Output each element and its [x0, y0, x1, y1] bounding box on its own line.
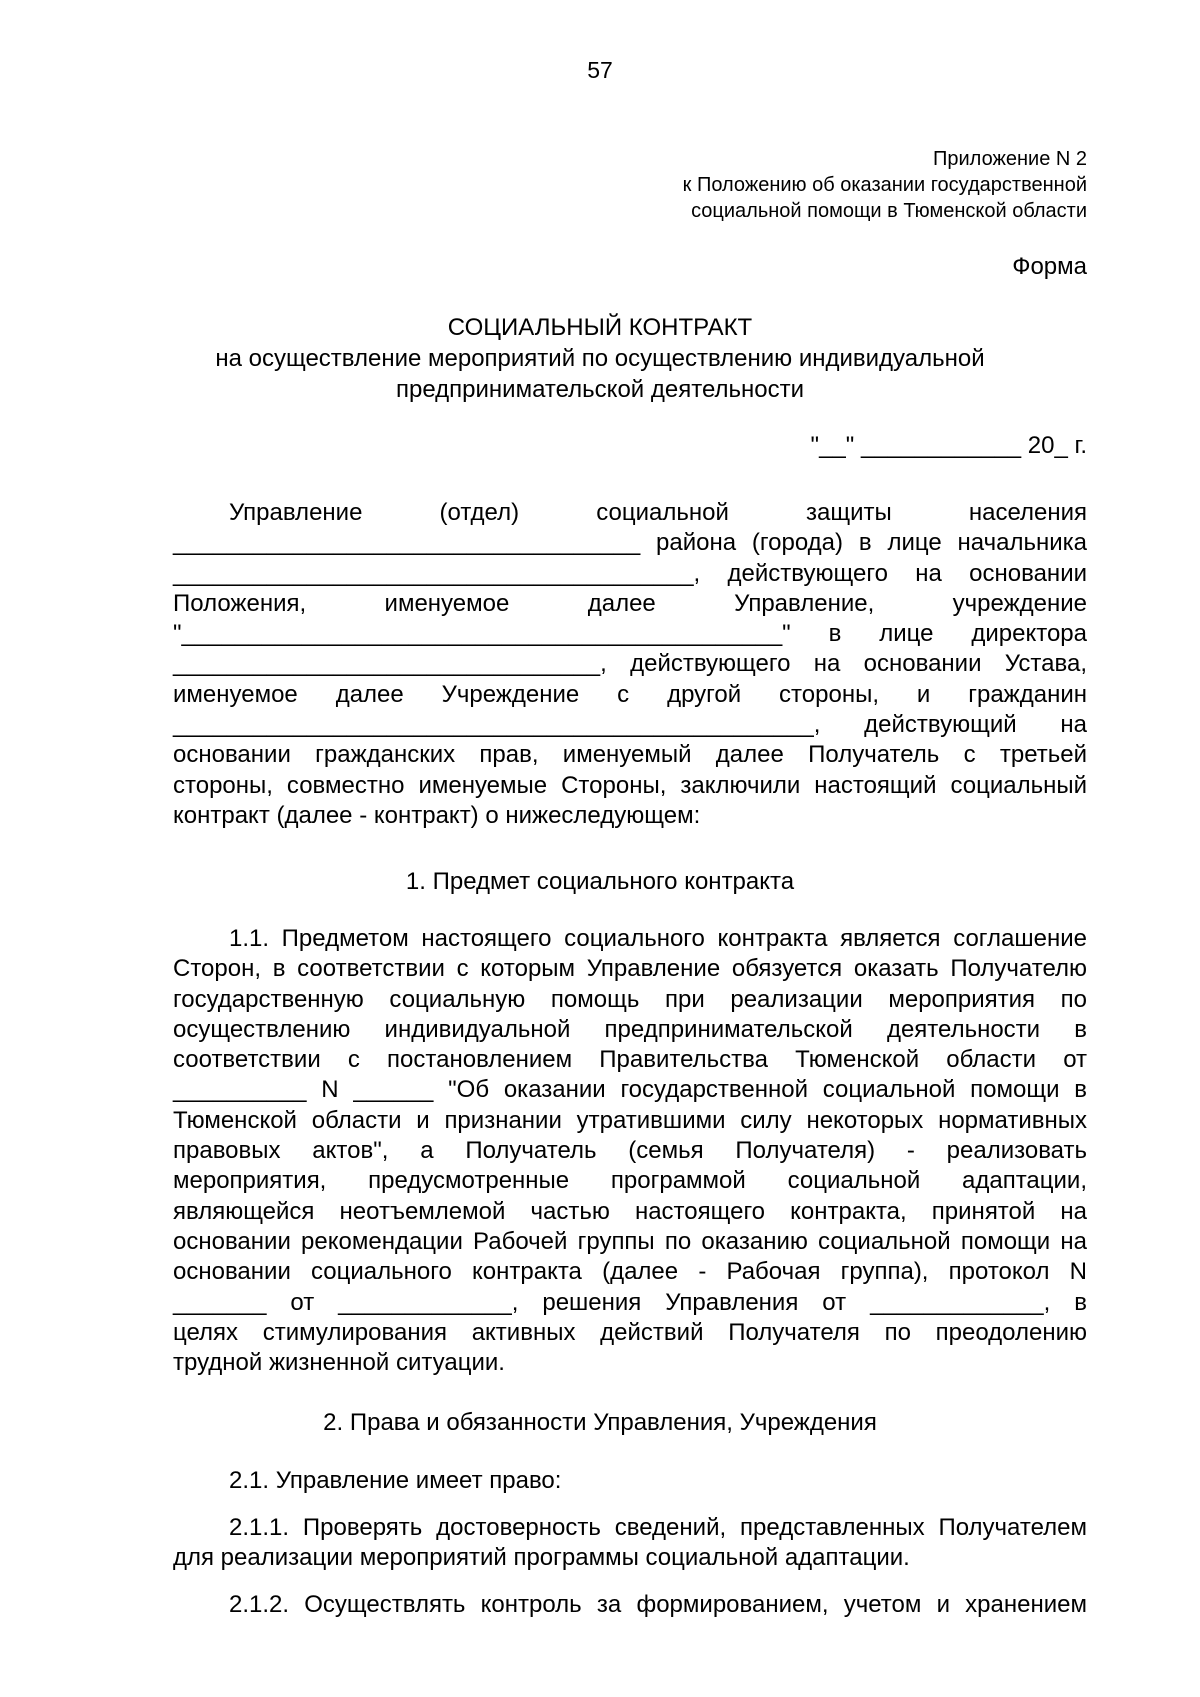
- text-line: __________ N ______ "Об оказании государственной социальной помощи в: [173, 1076, 1087, 1104]
- text-line: 2.1.1. Проверять достоверность сведений, представленных Получателем: [229, 1514, 1087, 1541]
- title-line: предпринимательской деятельности: [396, 376, 804, 403]
- form-label: Форма: [1012, 253, 1087, 280]
- text-line: Сторон, в соответствии с которым Управление обязуется оказать Получателю: [173, 955, 1087, 983]
- preamble-paragraph: [173, 498, 1087, 831]
- section-heading: 1. Предмет социального контракта: [405, 868, 795, 895]
- text-line: 2.1. Управление имеет право:: [229, 1467, 562, 1494]
- text-line: ___________________________________ района (города) в лице начальника: [173, 529, 1087, 557]
- section1-paragraph: [173, 924, 1087, 1378]
- text-line: являющейся неотъемлемой частью настоящего контракта, принятой на: [173, 1197, 1087, 1225]
- clause-2-1-1: [173, 1513, 1087, 1574]
- appendix-line: Приложение N 2: [933, 148, 1087, 170]
- text-line: стороны, совместно именуемые Стороны, заключили настоящий социальный: [173, 771, 1087, 799]
- appendix-header: [683, 146, 1087, 224]
- appendix-line: социальной помощи в Тюменской области: [691, 200, 1087, 222]
- text-line: осуществлению индивидуальной предпринимательской деятельности в: [173, 1015, 1087, 1043]
- page-number: 57: [587, 57, 613, 83]
- text-line: государственную социальную помощь при реализации мероприятия по: [173, 985, 1087, 1013]
- text-line: Тюменской области и признании утратившими силу некоторых нормативных: [173, 1106, 1087, 1134]
- text-line: ________________________________________________, действующий на: [173, 711, 1087, 739]
- text-line: Управление (отдел) социальной защиты населения: [229, 499, 1087, 526]
- text-line: _______________________________________, действующего на основании: [173, 559, 1087, 587]
- clause-2-1-2: [173, 1590, 1087, 1620]
- title-line: СОЦИАЛЬНЫЙ КОНТРАКТ: [447, 314, 753, 341]
- appendix-line: к Положению об оказании государственной: [682, 174, 1087, 196]
- contract-date-line: "__" ____________ 20_ г.: [810, 432, 1087, 459]
- text-line: целях стимулирования активных действий Получателя по преодолению: [173, 1318, 1087, 1346]
- text-line: 1.1. Предметом настоящего социального контракта является соглашение: [229, 925, 1087, 952]
- clause-2-1: [173, 1466, 1087, 1496]
- text-line: основании рекомендации Рабочей группы по оказанию социальной помощи на: [173, 1227, 1087, 1255]
- section-heading: 2. Права и обязанности Управления, Учреждения: [323, 1409, 877, 1436]
- text-line: правовых актов", а Получатель (семья Получателя) - реализовать: [173, 1137, 1087, 1165]
- text-line: основании гражданских прав, именуемый далее Получатель с третьей: [173, 741, 1087, 769]
- title-line: на осуществление мероприятий по осуществлению индивидуальной: [215, 345, 985, 372]
- text-line: для реализации мероприятий программы социальной адаптации.: [173, 1544, 910, 1572]
- text-line: соответствии с постановлением Правительства Тюменской области от: [173, 1046, 1087, 1074]
- text-line: Положения, именуемое далее Управление, учреждение: [173, 589, 1087, 617]
- text-line: именуемое далее Учреждение с другой стороны, и гражданин: [173, 680, 1087, 708]
- text-line: трудной жизненной ситуации.: [173, 1349, 505, 1377]
- text-line: основании социального контракта (далее - Рабочая группа), протокол N: [173, 1258, 1087, 1286]
- text-line: ________________________________, действующего на основании Устава,: [173, 650, 1087, 678]
- text-line: "_____________________________________________" в лице директора: [173, 620, 1087, 648]
- text-line: _______ от _____________, решения Управления от _____________, в: [173, 1288, 1087, 1316]
- document-title: [0, 312, 1200, 405]
- text-line: мероприятия, предусмотренные программой социальной адаптации,: [173, 1167, 1087, 1195]
- text-line: 2.1.2. Осуществлять контроль за формированием, учетом и хранением: [229, 1591, 1087, 1618]
- text-line: контракт (далее - контракт) о нижеследующем:: [173, 801, 701, 829]
